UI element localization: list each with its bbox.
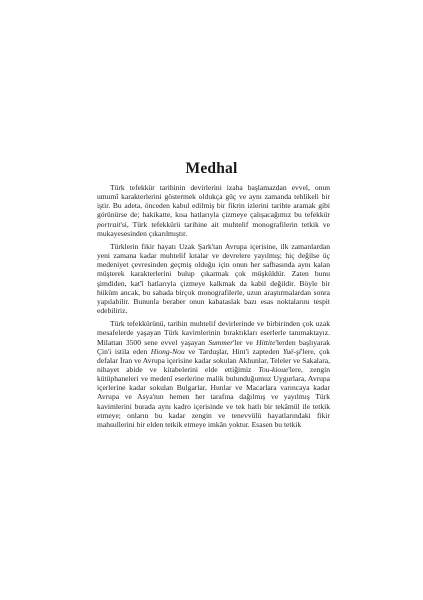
- italic-term: Summer: [208, 337, 234, 347]
- text-run: Türk tefekkürünü, tarihin muhtelif devirlerinde ve birbirinden çok uzak mesafelerde yaşayan Türk kavimlerinin bıraktıkları eserlerle tanımaktayız. Milattan 3500 sene evvel yaşayan: [97, 319, 330, 347]
- text-run: 'lere, zengin kütüphaneleri ve medenî eserlerine malik bulunduğumuz Uygurlara, Avrupa içerlerine kadar sokulan Bulgarlar, Hunlar ve Macarlara varıncaya kadar Avrupa ve Asya'nın hemen her tarafına dağılmış ve yayılmış Türk kavimlerini burada aynı kadro içerisinde ve tek hatlı bir tekâmül ile tetkik etmeye; onların bu kadar zengin ve tenevvülü hayatlarındaki fikir mahsullerini bir elden tetkik etmeye imkân yoktur. Esasen bu tetkik: [97, 364, 330, 429]
- italic-term: portrait: [97, 219, 121, 229]
- text-run: 'ler ve: [233, 337, 257, 347]
- text-run: Türk tefekkür tarihinin devirlerini izaha başlamazdan evvel, onun umumî karakterlerini göstermek oldukça güç ve aynı zamanda tehlikeli bir iştir. Bu adeta, önceden kabul edilmiş bir fikrin izlerini tarihte aramak gibi görünürse de; hakikatte, kısa hatlarıyla çizmeye çalışacağımız bu tefekkür: [97, 183, 330, 220]
- italic-term: Yuë-şi: [282, 346, 302, 356]
- chapter-title: Medhal: [185, 160, 238, 178]
- text-run: 'lerden başlıyarak Çin'i istila eden: [97, 337, 331, 356]
- paragraph: [97, 183, 330, 238]
- text-run: ve Tarduşlar, Hint'i zapteden: [184, 346, 283, 356]
- text-run: 'lere, çok defalar İran ve Avrupa içerisine kadar sokulan Akhunlar, Teleler ve Sakalara, nihayet abide ve kitabelerini elde ettiğimiz: [97, 346, 330, 374]
- text-run: Türklerin fikir hayatı Uzak Şark'tan Avrupa içerisine, ilk zamanlardan yeni zamana kadar muhtelif kıtalar ve devrelere yayılmış; hiç değilse üç medeniyet çevresinden geçmiş olduğu için onun her safhasında aynı kalan müşterek karakterlerini bulup çıkarmak çok müşküldür. Zaten bunu şimdiden, kat'î hatlarıyla çizmeye kalkmak da kabil değildir. Böyle bir hüküm ancak, bu sahada birçok monografilerle, uzun araştırmalardan sonra yapılabilir. Bununla beraber onun kabataslak bazı esas noktalarını tespit edebiliriz.: [97, 241, 330, 316]
- paragraph: [97, 242, 330, 315]
- text-run: 'si, Türk tefekkürü tarihine ait muhtelif monografilerin tetkik ve mukayesesinden çıkarılmıştır.: [97, 219, 330, 238]
- body-text: [97, 183, 330, 429]
- italic-term: Tou-kioue: [258, 364, 289, 374]
- italic-term: Hiong-Nou: [150, 346, 185, 356]
- paragraph: [97, 319, 330, 429]
- italic-term: Hittite: [256, 337, 276, 347]
